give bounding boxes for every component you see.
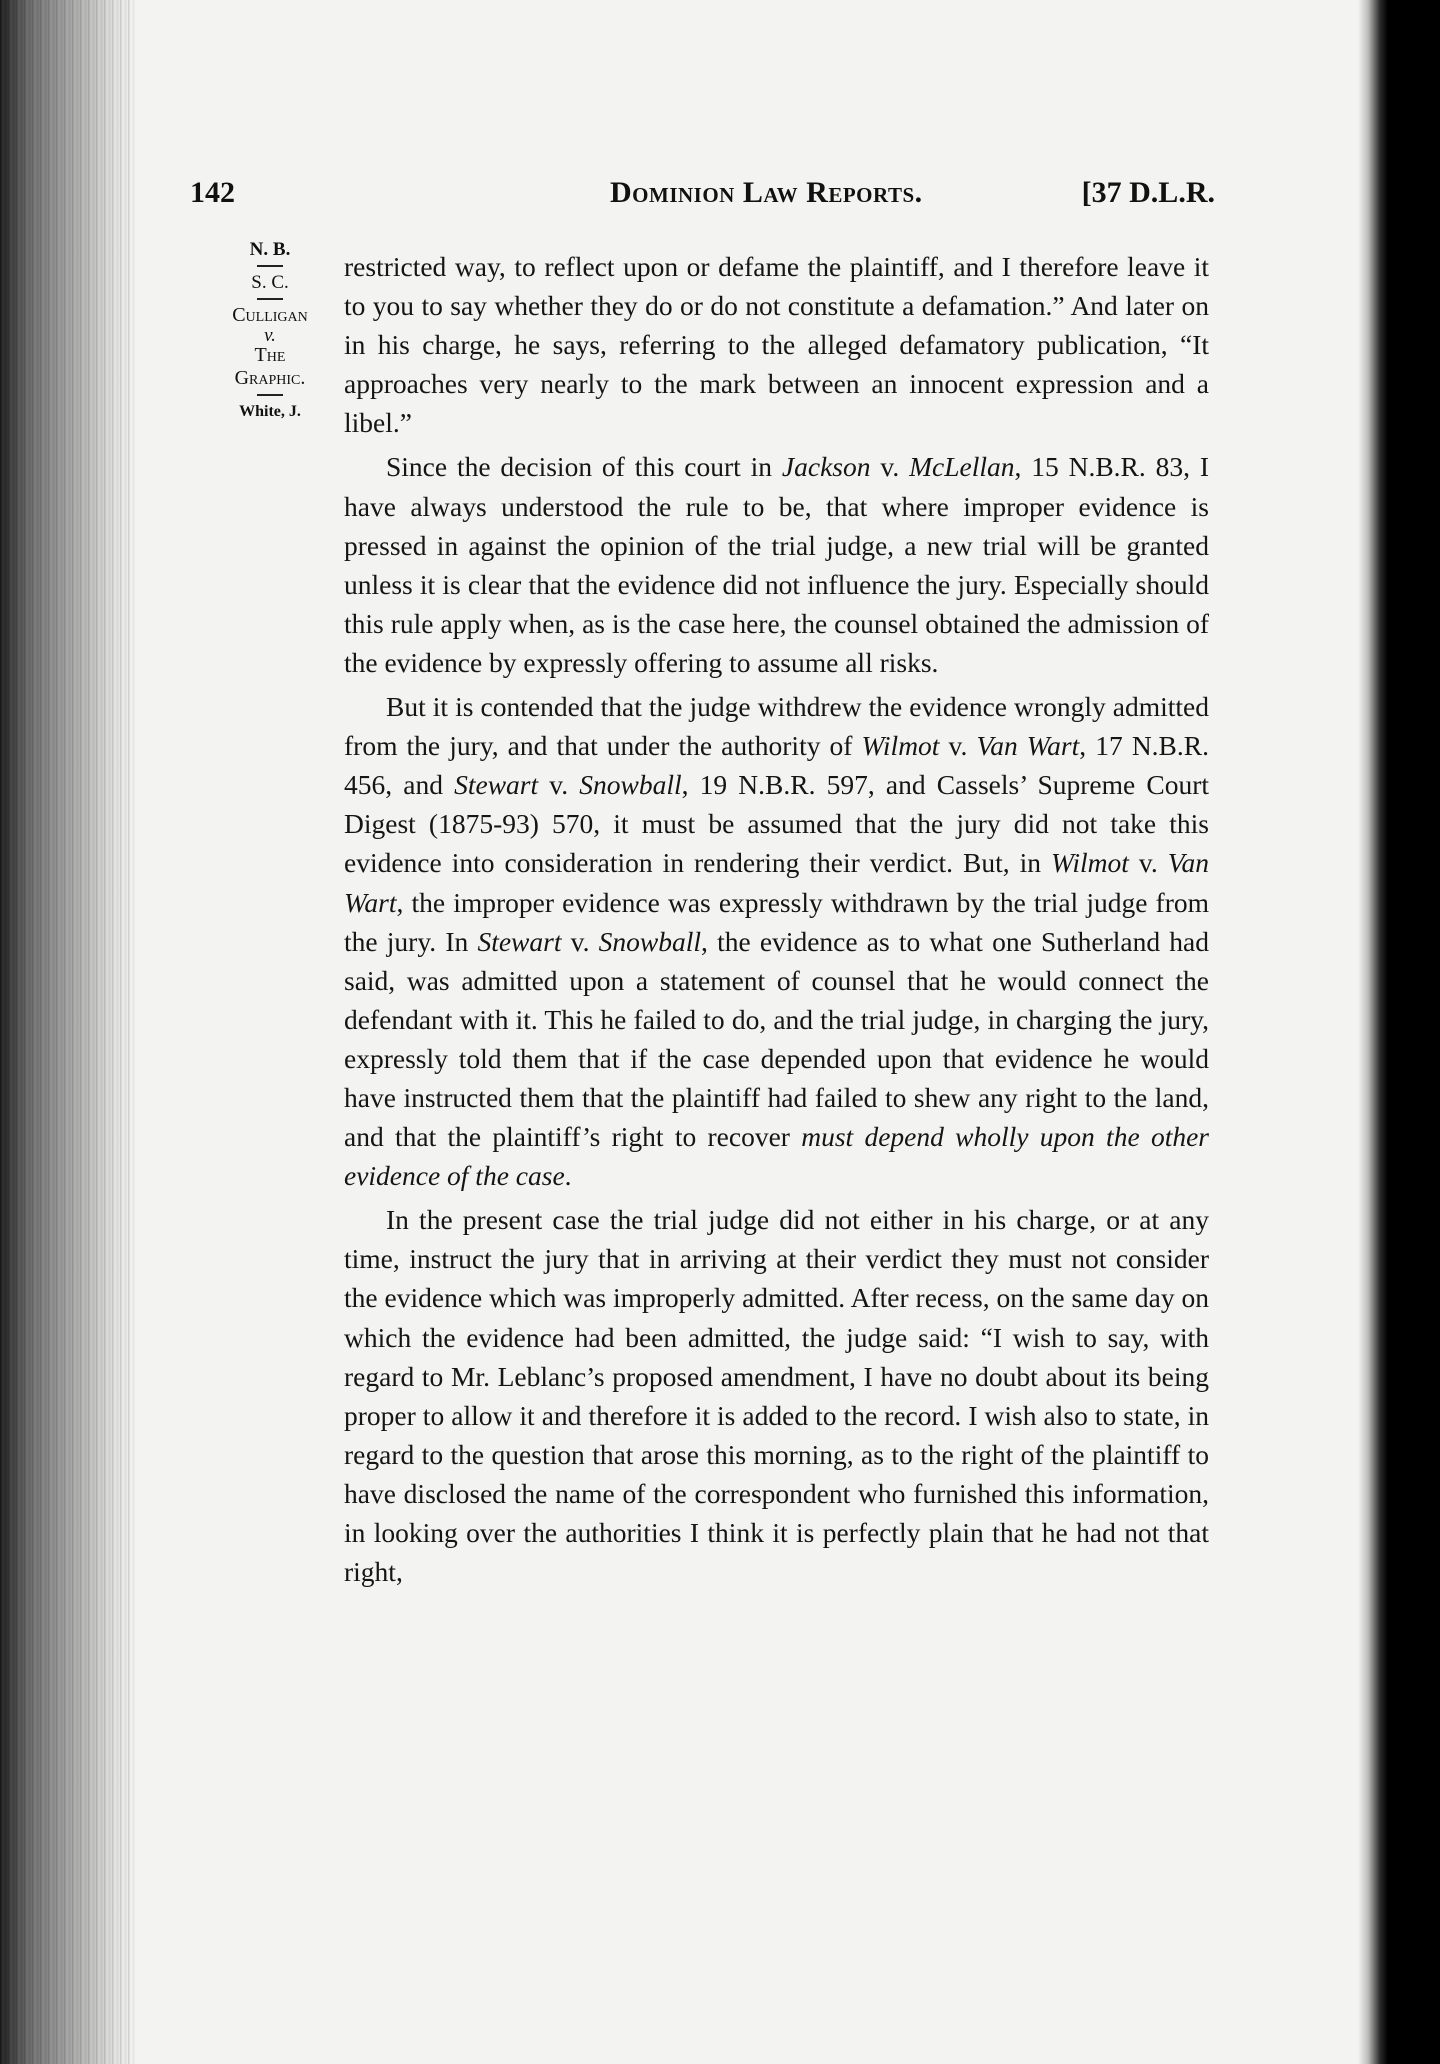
- margin-rule: [257, 298, 283, 300]
- margin-rule: [257, 394, 283, 396]
- case-name: Van Wart: [976, 730, 1080, 762]
- body-text: [344, 247, 1209, 1596]
- page-header: [190, 170, 1215, 220]
- paragraph-1: restricted way, to reflect upon or defame the plaintiff, and I therefore leave it to you to say whether they do or do not constitute a defamation.” And later on in his charge, he says, referring to the alleged defamatory publication, “It approaches very nearly to the mark between an innocent expression and a libel.”: [344, 251, 1209, 439]
- case-name: Snowball: [579, 769, 682, 801]
- case-name: Snowball: [598, 925, 702, 957]
- emphasis: must depend wholly upon the other evidence of the case: [344, 1121, 1209, 1192]
- paragraph-4: In the present case the trial judge did not either in his charge, or at any time, instruct the jury that in arriving at their verdict they must not consider the evidence which was improperly admitted. After recess, on the same day on which the evidence had been admitted, the judge said: “I wish to say, with regard to Mr. Leblanc’s proposed amendment, I have no doubt about its being proper to allow it and therefore it is added to the record. I wish also to state, in regard to the question that arose this morning, as to the right of the plaintiff to have disclosed the name of the correspondent who furnished this information, in looking over the authorities I think it is perfectly plain that he had not that right,: [344, 1204, 1209, 1588]
- page-right-edge: [1358, 0, 1388, 2064]
- margin-rule: [257, 265, 283, 267]
- gutter-page-edges: [0, 0, 135, 2064]
- case-name: McLellan: [909, 451, 1015, 483]
- case-name: Van Wart: [344, 847, 1209, 918]
- margin-court: S. C.: [251, 272, 289, 293]
- paragraph-3: But it is contended that the judge withdrew the evidence wrongly admitted from the jury, and that under the authority of Wilmot v. Van Wart, 17 N.B.R. 456, and Stewart v. Snowball, 19 N.B.R. 597, and Cassels’ Supreme Court Digest (1875-93) 570, it must be assumed that the jury did not take this evidence into consideration in rendering their verdict. But, in Wilmot v. Van Wart, the improper evidence was expressly withdrawn by the trial judge from the jury. In Stewart v. Snowball, the evidence as to what one Sutherland had said, was admitted upon a statement of counsel that he would connect the defendant with it. This he failed to do, and the trial judge, in charging the jury, expressly told them that if the case depended upon that evidence he would have instructed them that the plaintiff had failed to shew any right to the land, and that the plaintiff’s right to recover must depend wholly upon the other evidence of the case.: [344, 691, 1209, 1192]
- case-name: Jackson: [781, 451, 871, 483]
- paragraph-2: Since the decision of this court in Jackson v. McLellan, 15 N.B.R. 83, I have always understood the rule to be, that where improper evidence is pressed in against the opinion of the trial judge, a new trial will be granted unless it is clear that the evidence did not influence the jury. Especially should this rule apply when, as is the case here, the counsel obtained the admission of the evidence by expressly offering to assume all risks.: [344, 451, 1210, 678]
- running-title: Dominion Law Reports.: [610, 176, 923, 209]
- margin-note: [205, 237, 335, 424]
- margin-versus: v.: [264, 325, 276, 346]
- case-name: Wilmot: [1050, 847, 1129, 879]
- margin-party-1: Culligan: [232, 304, 308, 326]
- margin-party-2-line-1: The: [254, 344, 286, 366]
- case-name: Wilmot: [861, 730, 940, 762]
- margin-party-2-line-2: Graphic.: [234, 367, 306, 389]
- margin-province: N. B.: [249, 239, 291, 260]
- case-name: Stewart: [477, 925, 562, 957]
- margin-judge: White, J.: [239, 403, 301, 420]
- case-name: Stewart: [454, 769, 539, 801]
- volume-reference: [37 D.L.R.: [1081, 176, 1215, 209]
- page-number: 142: [190, 176, 235, 209]
